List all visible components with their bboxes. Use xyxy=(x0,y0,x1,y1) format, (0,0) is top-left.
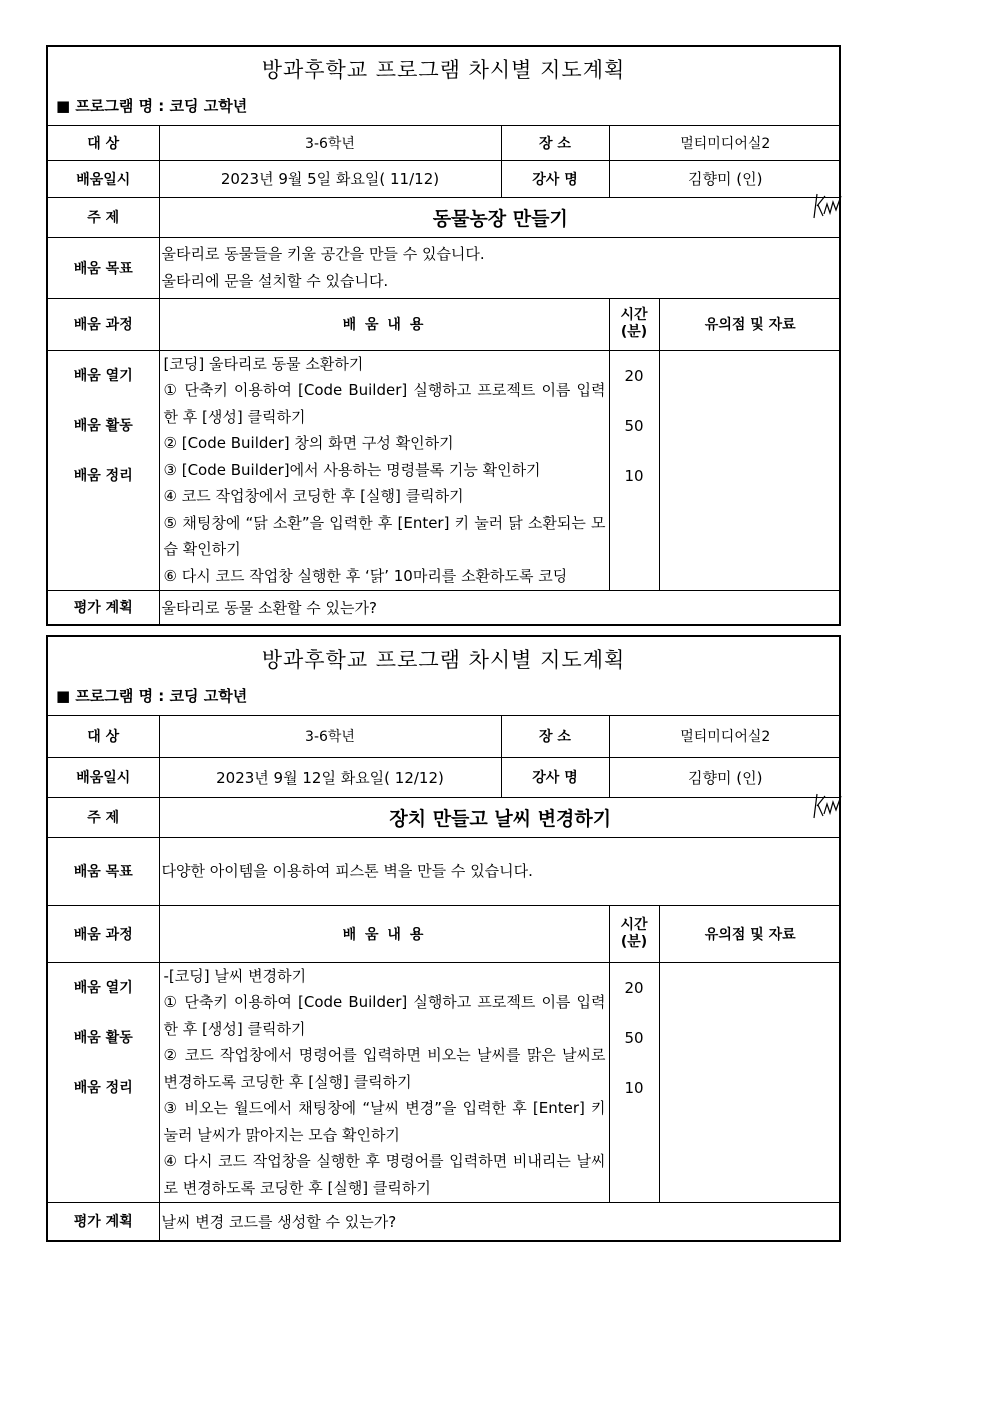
times-cell xyxy=(609,350,659,590)
content-line: ⑤ 채팅창에 “닭 소환”을 입력한 후 [Enter] 키 눌러 닭 소환되는 모습 확인하기 xyxy=(163,513,606,558)
time-label: 시간(분) xyxy=(609,298,659,350)
time-value: 20 xyxy=(624,978,644,997)
time-value: 50 xyxy=(624,416,644,435)
content-line: ② 코드 작업창에서 명령어를 입력하면 비오는 날씨를 맑은 날씨로 변경하도록 코딩한 후 [실행] 클릭하기 xyxy=(163,1046,606,1091)
subject-value: 장치 만들고 날씨 변경하기 xyxy=(389,807,612,830)
goal-line: 울타리로 동물들을 키울 공간을 만들 수 있습니다. xyxy=(161,244,485,263)
content-line: ⑥ 다시 코드 작업창 실행한 후 ‘닭’ 10마리를 소환하도록 코딩 xyxy=(163,566,568,585)
content-line: [코딩] 울타리로 동물 소환하기 xyxy=(163,354,364,373)
process-label: 배움 과정 xyxy=(48,905,159,962)
time-value: 20 xyxy=(624,366,644,385)
stage-label: 배움 활동 xyxy=(73,417,133,434)
content-cell xyxy=(159,962,609,1202)
stages-cell xyxy=(48,962,159,1202)
evaluation-value: 울타리로 동물 소환할 수 있는가? xyxy=(159,590,841,624)
goal-line: 다양한 아이템을 이용하여 피스톤 벽을 만들 수 있습니다. xyxy=(161,861,533,880)
target-label: 대 상 xyxy=(48,716,159,757)
content-line: ① 단축키 이용하여 [Code Builder] 실행하고 프로젝트 이름 입력한 후 [생성] 클릭하기 xyxy=(163,993,606,1038)
lesson-plan-1 xyxy=(46,45,841,626)
stage-label: 배움 열기 xyxy=(73,367,133,384)
time-label: 시간(분) xyxy=(609,905,659,962)
place-value: 멀티미디어실2 xyxy=(609,716,841,757)
teacher-label: 강사 명 xyxy=(501,757,609,797)
place-label: 장 소 xyxy=(501,716,609,757)
notes-cell xyxy=(659,962,841,1202)
goal-cell xyxy=(159,837,841,905)
date-label: 배움일시 xyxy=(48,757,159,797)
notes-cell xyxy=(659,350,841,590)
program-name: ■ 프로그램 명 : 코딩 고학년 xyxy=(48,93,839,126)
teacher-value: 김향미 (인) xyxy=(609,757,841,797)
subject-label: 주 제 xyxy=(48,797,159,837)
goal-label: 배움 목표 xyxy=(48,237,159,298)
content-line: ③ [Code Builder]에서 사용하는 명령블록 기능 확인하기 xyxy=(163,460,541,479)
goal-cell xyxy=(159,237,841,298)
plan-title: 방과후학교 프로그램 차시별 지도계획 xyxy=(261,58,626,82)
goal-line: 울타리에 문을 설치할 수 있습니다. xyxy=(161,271,389,290)
evaluation-label: 평가 계획 xyxy=(48,590,159,624)
date-value: 2023년 9월 12일 화요일( 12/12) xyxy=(159,757,501,797)
plan-table xyxy=(48,716,841,1240)
content-line: ② [Code Builder] 창의 화면 구성 확인하기 xyxy=(163,434,454,452)
subject-cell xyxy=(159,197,841,237)
content-cell xyxy=(159,350,609,590)
place-value: 멀티미디어실2 xyxy=(609,126,841,160)
place-label: 장 소 xyxy=(501,126,609,160)
target-value: 3-6학년 xyxy=(159,126,501,160)
content-line: ④ 다시 코드 작업창을 실행한 후 명령어를 입력하면 비내리는 날씨로 변경하도록 코딩한 후 [실행] 클릭하기 xyxy=(163,1152,606,1197)
evaluation-label: 평가 계획 xyxy=(48,1202,159,1240)
time-value: 10 xyxy=(624,1078,644,1097)
lesson-plan-2 xyxy=(46,635,841,1242)
stage-label: 배움 활동 xyxy=(73,1029,133,1046)
process-label: 배움 과정 xyxy=(48,298,159,350)
content-label: 배 움 내 용 xyxy=(159,905,609,962)
subject-cell xyxy=(159,797,841,837)
stage-label: 배움 정리 xyxy=(73,467,133,484)
notes-label: 유의점 및 자료 xyxy=(659,905,841,962)
time-value: 10 xyxy=(624,466,644,485)
program-name: ■ 프로그램 명 : 코딩 고학년 xyxy=(48,683,839,716)
subject-label: 주 제 xyxy=(48,197,159,237)
plan-title: 방과후학교 프로그램 차시별 지도계획 xyxy=(261,648,626,672)
stages-cell xyxy=(48,350,159,590)
signature-mark xyxy=(811,190,843,220)
target-label: 대 상 xyxy=(48,126,159,160)
target-value: 3-6학년 xyxy=(159,716,501,757)
content-line: ① 단축키 이용하여 [Code Builder] 실행하고 프로젝트 이름 입력한 후 [생성] 클릭하기 xyxy=(163,381,606,426)
notes-label: 유의점 및 자료 xyxy=(659,298,841,350)
subject-value: 동물농장 만들기 xyxy=(432,207,568,230)
stage-label: 배움 정리 xyxy=(73,1079,133,1096)
content-line: ③ 비오는 월드에서 채팅창에 “날씨 변경”을 입력한 후 [Enter] 키 눌러 날씨가 맑아지는 모습 확인하기 xyxy=(163,1099,606,1144)
content-line: ④ 코드 작업창에서 코딩한 후 [실행] 클릭하기 xyxy=(163,487,464,505)
content-line: -[코딩] 날씨 변경하기 xyxy=(163,966,307,985)
times-cell xyxy=(609,962,659,1202)
content-label: 배 움 내 용 xyxy=(159,298,609,350)
goal-label: 배움 목표 xyxy=(48,837,159,905)
signature-mark xyxy=(811,790,843,820)
time-value: 50 xyxy=(624,1028,644,1047)
teacher-label: 강사 명 xyxy=(501,160,609,197)
plan-table xyxy=(48,126,841,624)
evaluation-value: 날씨 변경 코드를 생성할 수 있는가? xyxy=(159,1202,841,1240)
teacher-value: 김향미 (인) xyxy=(609,160,841,197)
date-label: 배움일시 xyxy=(48,160,159,197)
stage-label: 배움 열기 xyxy=(73,979,133,996)
date-value: 2023년 9월 5일 화요일( 11/12) xyxy=(159,160,501,197)
